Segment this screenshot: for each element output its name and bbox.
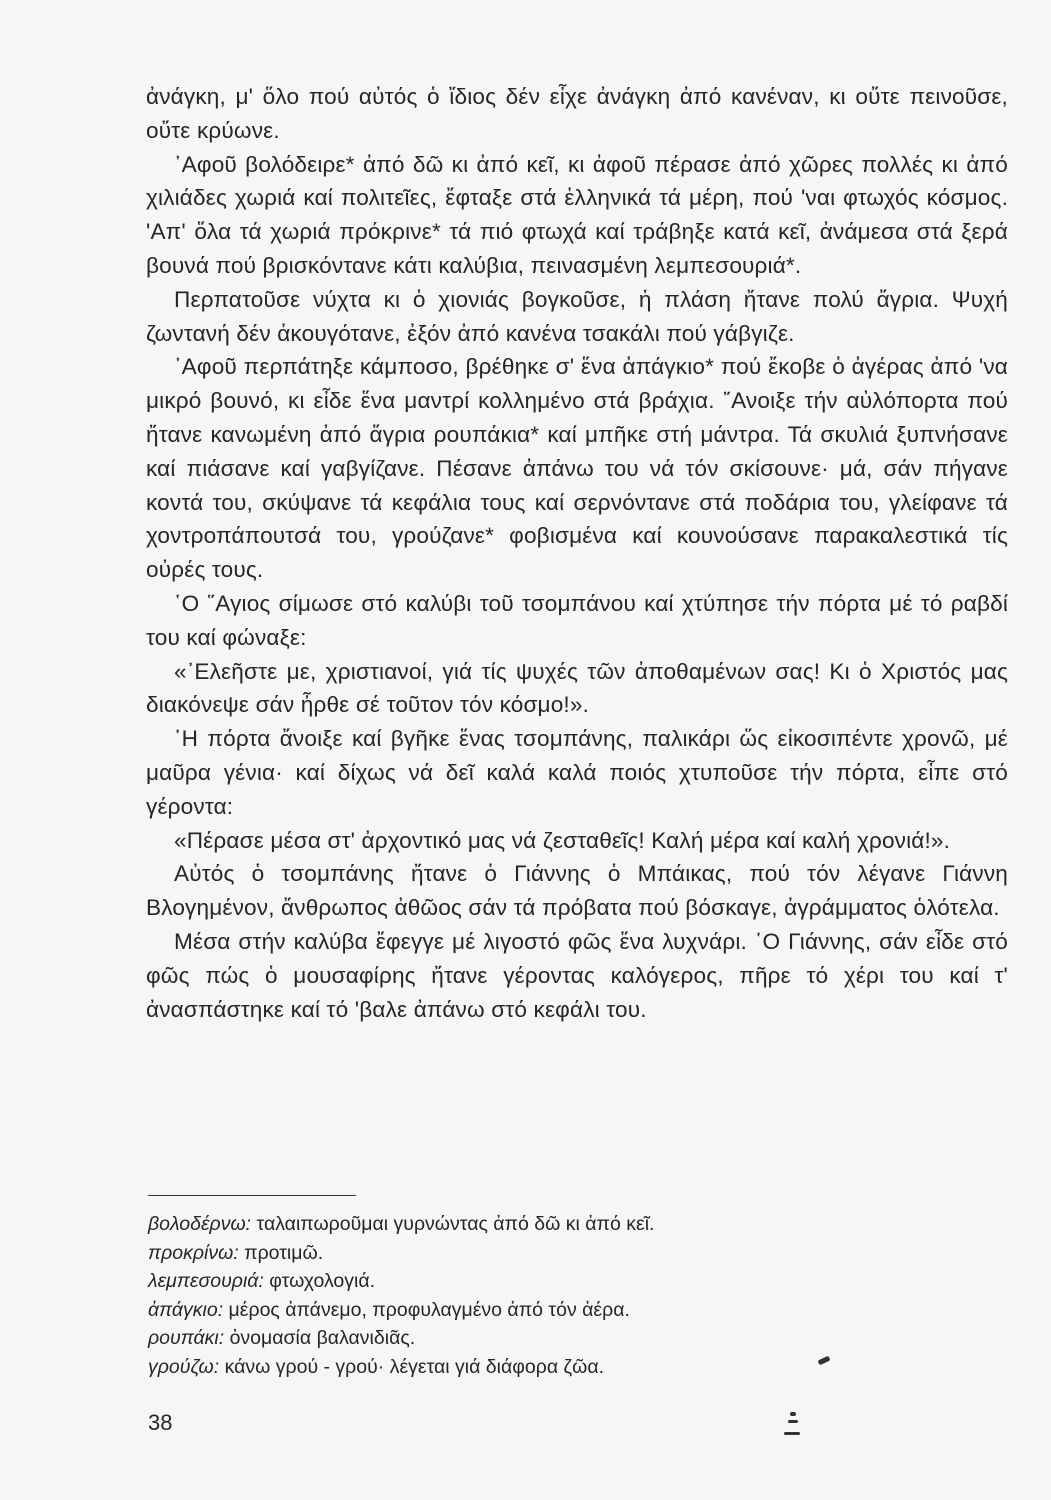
footnote xyxy=(148,1296,948,1325)
footnote-definition: μέρος ἀπάνεμο, προφυλαγμένο ἀπό τόν ἀέρα. xyxy=(228,1298,630,1321)
paragraph: «᾿Ελεῆστε με, χριστιανοί, γιά τίς ψυχές τῶν ἀποθαμένων σας! Κι ὁ Χριστός μας διακόνεψε σάν ἦρθε σέ τοῦτον τόν κόσμο!». xyxy=(146,658,1008,718)
footnote xyxy=(148,1324,948,1353)
scan-speck xyxy=(790,1412,796,1416)
paragraph: ῾Η πόρτα ἄνοιξε καί βγῆκε ἕνας τσομπάνης, παλικάρι ὥς εἰκοσιπέντε χρονῶ, μέ μαῦρα γένια· καί δίχως νά δεῖ καλά καλά ποιός χτυποῦσε τήν πόρτα, εἶπε στό γέροντα: xyxy=(146,726,1008,819)
paragraph: Περπατοῦσε νύχτα κι ὁ χιονιάς βογκοῦσε, ἡ πλάση ἤτανε πολύ ἄγρια. Ψυχή ζωντανή δέν ἀκουγότανε, ἐξόν ἀπό κανένα τσακάλι πού γάβγιζε. xyxy=(146,286,1008,346)
paragraph: «Πέρασε μέσα στ' ἀρχοντικό μας νά ζεσταθεῖς! Καλή μέρα καί καλή χρονιά!». xyxy=(174,827,951,853)
page-number: 38 xyxy=(148,1410,173,1435)
footnote-term: λεμπεσουριά: xyxy=(148,1270,264,1293)
footnote-term: ἀπάγκιο: xyxy=(148,1298,224,1321)
footnote-definition: ὀνομασία βαλανιδιᾶς. xyxy=(229,1327,416,1350)
footnote xyxy=(148,1239,948,1268)
paragraph: ᾿Αφοῦ βολόδειρε* ἀπό δῶ κι ἀπό κεῖ, κι ἀφοῦ πέρασε ἀπό χῶρες πολλές κι ἀπό χιλιάδες χωριά καί πολιτεῖες, ἔφταξε στά ἑλληνικά τά μέρη, πού 'ναι φτωχός κόσμος. 'Απ' ὅλα τά χωριά πρόκρινε* τά πιό φτωχά καί τράβηξε κατά κεῖ, ἀνάμεσα στά ξερά βουνά πού βρισκόντανε κάτι καλύβια, πεινασμένη λεμπεσουριά*. xyxy=(146,151,1008,278)
scan-speck xyxy=(784,1432,800,1435)
paragraph: Μέσα στήν καλύβα ἔφεγγε μέ λιγοστό φῶς ἕνα λυχνάρι. ῾Ο Γιάννης, σάν εἶδε στό φῶς πώς ὁ μουσαφίρης ἤτανε γέροντας καλόγερος, πῆρε τό χέρι του καί τ' ἀνασπάστηκε καί τό 'βαλε ἀπάνω στό κεφάλι του. xyxy=(146,928,1008,1022)
footnote-term: γρούζω: xyxy=(148,1355,220,1378)
footnote-term: βολοδέρνω: xyxy=(148,1213,252,1235)
footnote-definition: ταλαιπωροῦμαι γυρνώντας ἀπό δῶ κι ἀπό κεῖ. xyxy=(256,1213,655,1235)
scan-speck xyxy=(788,1420,798,1423)
paragraph: ᾿Αφοῦ περπάτηξε κάμποσο, βρέθηκε σ' ἕνα ἀπάγκιο* πού ἔκοβε ὁ ἀγέρας ἀπό 'να μικρό βουνό, κι εἶδε ἕνα μαντρί κολλημένο στά βράχια. ῎Ανοιξε τήν αὐλόπορτα πού ἤτανε κανωμένη ἀπό ἄγρια ρουπάκια* καί μπῆκε στή μάντρα. Τά σκυλιά ξυπνήσανε καί πιάσανε καί γαβγίζανε. Πέσανε ἀπάνω του νά τόν σκίσουνε· μά, σάν πήγανε κοντά του, σκύψανε τά κεφάλια τους καί σερνόντανε στά ποδάρια του, γλείφανε τά χοντροπάπουτσά του, γρούζανε* φοβισμένα καί κουνούσανε παρακαλεστικά τίς οὐρές τους. xyxy=(146,354,1008,583)
footnote-definition: φτωχολογιά. xyxy=(269,1270,376,1293)
paragraph: Αὐτός ὁ τσομπάνης ἤτανε ὁ Γιάννης ὁ Μπάικας, πού τόν λέγανε Γιάννη Βλογημένον, ἄνθρωπος ἀθῶος σάν τά πρόβατα πού βόσκαγε, ἀγράμματος ὁλότελα. xyxy=(146,861,1008,921)
footnote-definition: προτιμῶ. xyxy=(244,1241,324,1264)
paragraph: ἀνάγκη, μ' ὅλο πού αὐτός ὁ ἴδιος δέν εἶχε ἀνάγκη ἀπό κανέναν, κι οὔτε πεινοῦσε, οὔτε κρύωνε. xyxy=(146,84,1008,143)
footnote-definition: κάνω γρού - γρού· λέγεται γιά διάφορα ζῶα. xyxy=(224,1355,605,1378)
main-text xyxy=(146,80,1008,1026)
footnote-term: ρουπάκι: xyxy=(148,1327,225,1350)
paragraph: ῾Ο ῞Αγιος σίμωσε στό καλύβι τοῦ τσομπάνου καί χτύπησε τήν πόρτα μέ τό ραβδί του καί φώναξε: xyxy=(146,590,1008,650)
footnote xyxy=(148,1267,948,1296)
footnote xyxy=(148,1210,948,1239)
footnote-divider xyxy=(148,1195,356,1196)
footnote-term: προκρίνω: xyxy=(148,1241,239,1264)
